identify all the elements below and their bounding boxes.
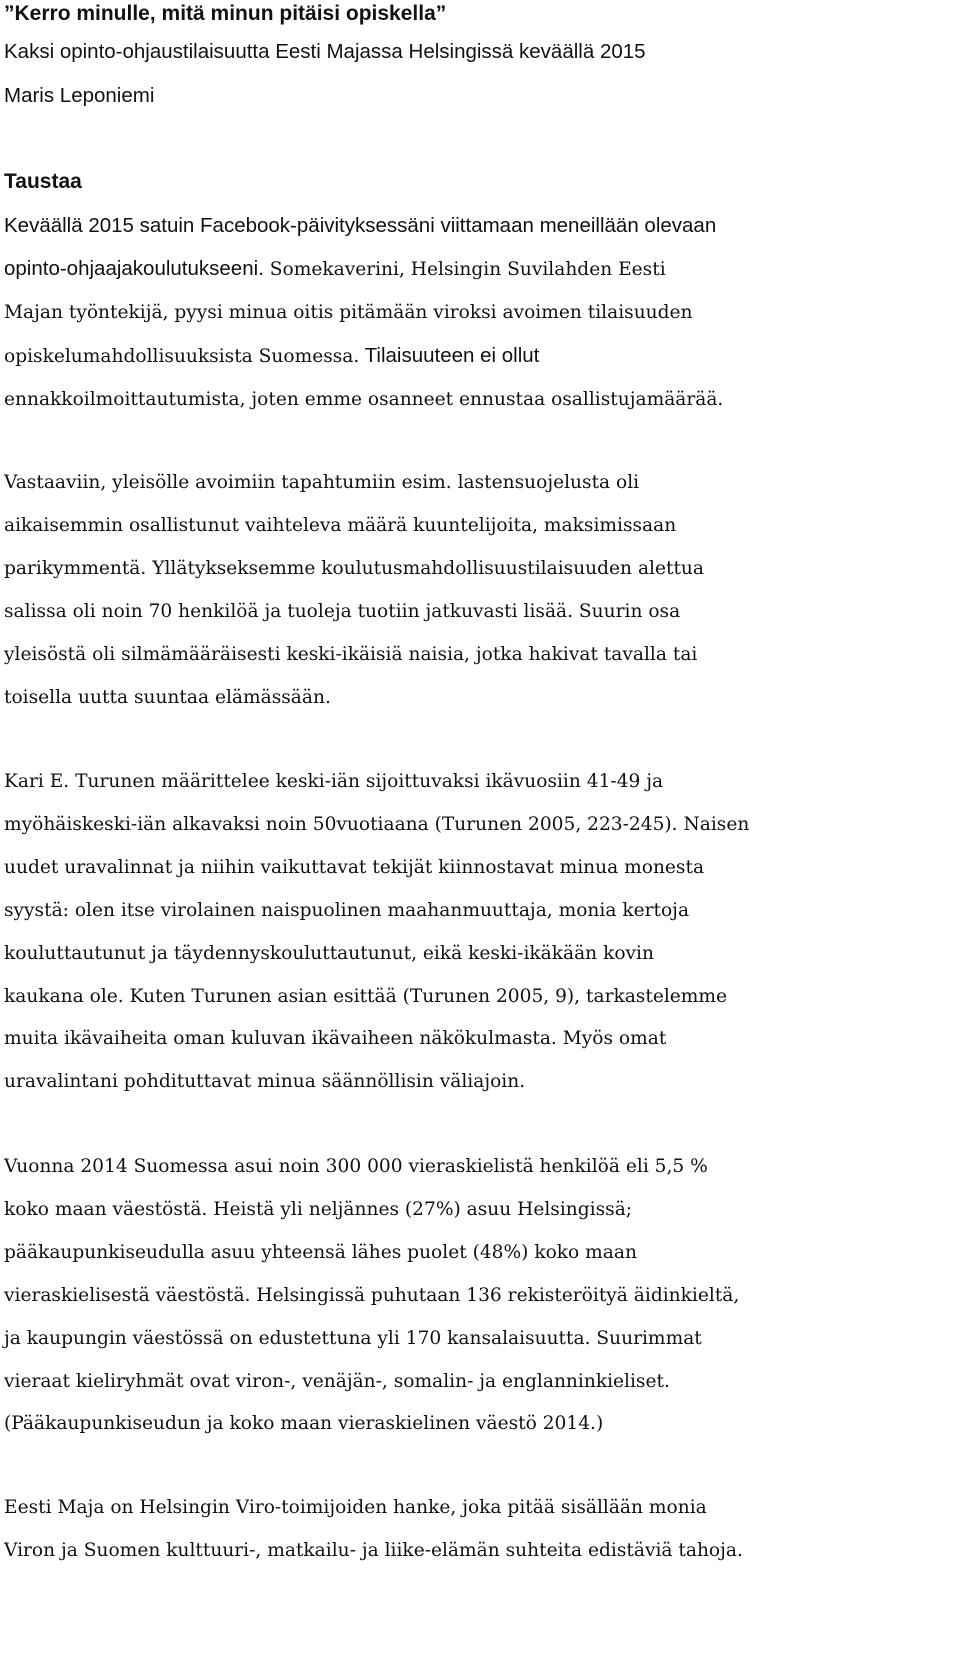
paragraph-3	[4, 761, 924, 1104]
paragraph-5-line-1: Eesti Maja on Helsingin Viro-toimijoiden hanke, joka pitää sisällään monia	[4, 1497, 707, 1518]
paragraph-3-line-3: uudet uravalinnat ja niihin vaikuttavat tekijät kiinnostavat minua monesta	[4, 856, 705, 878]
paragraph-5	[4, 1487, 924, 1573]
paragraph-2-line-1: Vastaaviin, yleisölle avoimiin tapahtumiin esim. lastensuojelusta oli	[4, 472, 640, 493]
paragraph-3-line-7: muita ikävaiheita oman kuluvan ikävaiheen näkökulmasta. Myös omat	[4, 1028, 667, 1050]
paragraph-4-line-4: vieraskielisestä väestöstä. Helsingissä puhutaan 136 rekisteröityä äidinkieltä,	[4, 1284, 740, 1306]
document-subtitle: Kaksi opinto-ohjaustilaisuutta Eesti Majassa Helsingissä keväällä 2015	[4, 40, 646, 63]
paragraph-1-line-3: Majan työntekijä, pyysi minua oitis pitämään viroksi avoimen tilaisuuden	[4, 301, 693, 323]
paragraph-4-line-5: ja kaupungin väestössä on edustettuna yli 170 kansalaisuutta. Suurimmat	[4, 1327, 702, 1349]
paragraph-4-line-6: vieraat kieliryhmät ovat viron-, venäjän-, somalin- ja englanninkieliset.	[4, 1370, 670, 1392]
paragraph-3-line-2: myöhäiskeski-iän alkavaksi noin 50vuotiaana (Turunen 2005, 223-245). Naisen	[4, 813, 750, 835]
paragraph-4	[4, 1146, 924, 1446]
paragraph-2-line-2: aikaisemmin osallistunut vaihteleva määrä kuuntelijoita, maksimissaan	[4, 514, 677, 536]
paragraph-2-line-5: yleisöstä oli silmämääräisesti keski-ikäisiä naisia, jotka hakivat tavalla tai	[4, 643, 698, 665]
paragraph-4-line-3: pääkaupunkiseudulla asuu yhteensä lähes puolet (48%) koko maan	[4, 1241, 637, 1263]
paragraph-4-line-7: (Pääkaupunkiseudun ja koko maan vieraskielinen väestö 2014.)	[4, 1413, 604, 1435]
paragraph-3-line-4: syystä: olen itse virolainen naispuolinen maahanmuuttaja, monia kertoja	[4, 899, 690, 921]
paragraph-1-line-5: ennakkoilmoittautumista, joten emme osanneet ennustaa osallistujamäärää.	[4, 388, 724, 410]
paragraph-1-line-1: Keväällä 2015 satuin Facebook-päivityksessäni viittamaan meneillään olevaan	[4, 214, 717, 237]
paragraph-1-line-2-start: opinto-ohjaajakoulutukseeni.	[4, 256, 264, 280]
paragraph-3-line-6: kaukana ole. Kuten Turunen asian esittää (Turunen 2005, 9), tarkastelemme	[4, 985, 728, 1007]
paragraph-1-line-4-end: Tilaisuuteen ei ollut	[359, 343, 540, 367]
paragraph-1-line-2-end: Somekaverini, Helsingin Suvilahden Eesti	[263, 258, 666, 280]
section-heading: Taustaa	[4, 170, 82, 193]
paragraph-2-line-6: toisella uutta suuntaa elämässään.	[4, 686, 331, 708]
paragraph-5-line-2: Viron ja Suomen kulttuuri-, matkailu- ja liike-elämän suhteita edistäviä tahoja.	[4, 1539, 743, 1561]
paragraph-4-line-2: koko maan väestöstä. Heistä yli neljännes (27%) asuu Helsingissä;	[4, 1198, 633, 1220]
paragraph-3-line-5: kouluttautunut ja täydennyskouluttautunut, eikä keski-ikäkään kovin	[4, 942, 654, 964]
paragraph-2-line-3: parikymmentä. Yllätykseksemme koulutusmahdollisuustilaisuuden alettua	[4, 557, 704, 579]
paragraph-2	[4, 462, 924, 719]
paragraph-4-line-1: Vuonna 2014 Suomessa asui noin 300 000 vieraskielistä henkilöä eli 5,5 %	[4, 1156, 708, 1177]
paragraph-1	[4, 205, 924, 422]
paragraph-1-line-2	[4, 248, 924, 292]
paragraph-3-line-1: Kari E. Turunen määrittelee keski-iän sijoittuvaksi ikävuosiin 41-49 ja	[4, 771, 664, 792]
document-author: Maris Leponiemi	[4, 84, 155, 107]
document-title: ”Kerro minulle, mitä minun pitäisi opiskella”	[4, 2, 447, 25]
paragraph-1-line-4	[4, 335, 924, 379]
paragraph-3-line-8: uravalintani pohdituttavat minua säännöllisin väliajoin.	[4, 1071, 526, 1093]
paragraph-2-line-4: salissa oli noin 70 henkilöä ja tuoleja tuotiin jatkuvasti lisää. Suurin osa	[4, 600, 681, 622]
paragraph-1-line-4-start: opiskelumahdollisuuksista Suomessa.	[4, 345, 360, 367]
